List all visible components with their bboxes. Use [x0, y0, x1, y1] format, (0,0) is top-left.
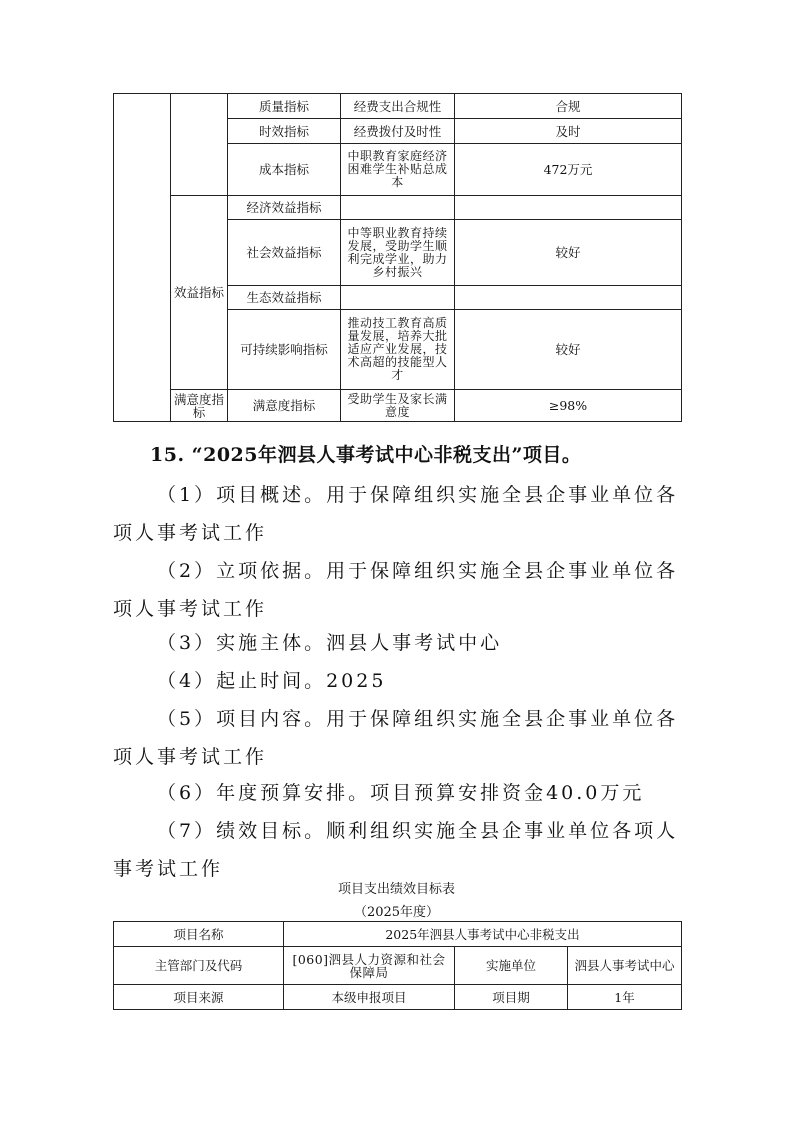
indicator-type: 质量指标	[228, 94, 341, 119]
project-name-label: 项目名称	[114, 922, 284, 947]
section-item-6: （6）年度预算安排。项目预算安排资金40.0万元	[157, 782, 645, 804]
indicator-value: 472万元	[455, 144, 682, 196]
section-item-5: （5）项目内容。用于保障组织实施全县企事业单位各项人事考试工作	[113, 708, 679, 768]
table-blank-cell	[171, 94, 228, 196]
indicator-value: ≥98%	[455, 390, 682, 422]
section-item-4: （4）起止时间。2025	[157, 670, 387, 692]
unit-label: 实施单位	[455, 947, 568, 985]
indicator-name: 中等职业教育持续发展，受助学生顺利完成学业，助力乡村振兴	[341, 220, 455, 286]
indicator-name: 受助学生及家长满意度	[341, 390, 455, 422]
project-performance-table	[113, 921, 682, 1010]
section-item-1: （1）项目概述。用于保障组织实施全县企事业单位各项人事考试工作	[113, 484, 679, 544]
unit-value: 泗县人事考试中心	[568, 947, 682, 985]
indicator-type: 时效指标	[228, 119, 341, 144]
section-item-3: （3）实施主体。泗县人事考试中心	[157, 632, 503, 654]
dept-label: 主管部门及代码	[114, 947, 284, 985]
indicator-group-satisfaction: 满意度指标	[171, 390, 228, 422]
indicator-value: 及时	[455, 119, 682, 144]
indicator-name	[341, 196, 455, 220]
table-blank-cell	[114, 94, 171, 422]
perf-table-title: 项目支出绩效目标表	[337, 882, 455, 897]
performance-indicator-table-continued	[113, 93, 682, 422]
indicator-type: 经济效益指标	[228, 196, 341, 220]
period-value: 1年	[568, 985, 682, 1010]
indicator-value: 较好	[455, 310, 682, 390]
indicator-group-benefit: 效益指标	[171, 196, 228, 390]
indicator-value	[455, 286, 682, 310]
source-label: 项目来源	[114, 985, 284, 1010]
perf-table-year: （2025年度）	[353, 905, 440, 920]
section-item-2: （2）立项依据。用于保障组织实施全县企事业单位各项人事考试工作	[113, 560, 679, 620]
indicator-name: 经费拨付及时性	[341, 119, 455, 144]
indicator-value	[455, 196, 682, 220]
indicator-name: 经费支出合规性	[341, 94, 455, 119]
source-value: 本级申报项目	[284, 985, 455, 1010]
indicator-type: 生态效益指标	[228, 286, 341, 310]
indicator-name: 推动技工教育高质量发展，培养大批适应产业发展，技术高超的技能型人才	[341, 310, 455, 390]
project-name-value: 2025年泗县人事考试中心非税支出	[284, 922, 682, 947]
indicator-type: 满意度指标	[228, 390, 341, 422]
dept-value: [060]泗县人力资源和社会保障局	[284, 947, 455, 985]
section-item-7: （7）绩效目标。顺利组织实施全县企事业单位各项人事考试工作	[113, 820, 679, 880]
indicator-type: 社会效益指标	[228, 220, 341, 286]
indicator-name: 中职教育家庭经济困难学生补贴总成本	[341, 144, 455, 196]
indicator-name	[341, 286, 455, 310]
indicator-type: 可持续影响指标	[228, 310, 341, 390]
indicator-value: 合规	[455, 94, 682, 119]
indicator-type: 成本指标	[228, 144, 341, 196]
section-heading: 15. “2025年泗县人事考试中心非税支出”项目。	[150, 444, 582, 466]
period-label: 项目期	[455, 985, 568, 1010]
indicator-value: 较好	[455, 220, 682, 286]
